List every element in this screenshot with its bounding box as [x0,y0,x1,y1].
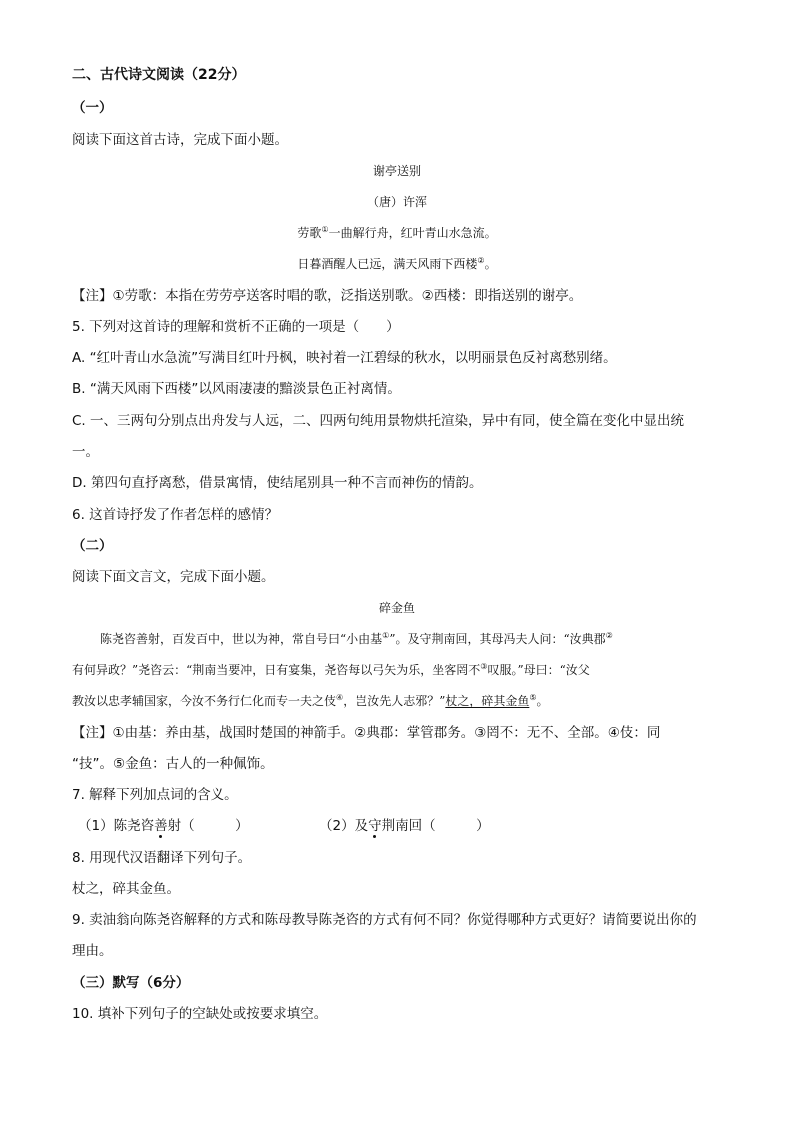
question-7: 7. 解释下列加点词的含义。 [72,787,238,803]
question-9-cont: 理由。 [72,943,113,959]
question-9: 9. 卖油翁向陈尧咨解释的方式和陈母教导陈尧咨的方式有何不同？你觉得哪种方式更好？请简要说出你的 [72,912,697,928]
part1-label: （一） [72,100,113,116]
passage-line-2: 有何异政？”尧咨云：“荆南当要冲，日有宴集，尧咨每以弓矢为乐，坐客罔不③叹服。”母曰：“汝父 [72,662,590,677]
poem-author: （唐）许浑 [366,195,427,209]
option-5b: B. “满天风雨下西楼”以风雨凄凄的黯淡景色正衬离情。 [72,381,401,397]
question-8: 8. 用现代汉语翻译下列句子。 [72,850,252,866]
option-5c-cont: 一。 [72,444,99,460]
passage-line-3: 教汝以忠孝辅国家，今汝不务行仁化而专一夫之伎④，岂汝先人志邪？”杖之，碎其金鱼⑤。 [72,693,549,708]
question-6: 6. 这首诗抒发了作者怎样的感情？ [72,507,279,523]
option-5a: A. “红叶青山水急流”写满目红叶丹枫，映衬着一江碧绿的秋水，以明丽景色反衬离愁别绪。 [72,350,617,366]
underlined-sentence: 杖之，碎其金鱼 [445,694,530,708]
dotted-word: 善 [154,818,168,834]
poem-note: 【注】①劳歌：本指在劳劳亭送客时唱的歌，泛指送别歌。②西楼：即指送别的谢亭。 [72,288,583,304]
part3-heading: （三）默写（6分） [72,975,190,991]
question-7-2: （2）及守荆南回（ ） [319,818,490,834]
dotted-word: 守 [368,818,382,834]
passage-line-1: 陈尧咨善射，百发百中，世以为神，常自号曰“小由基①”。及守荆南回，其母冯夫人问：“汝典郡② [100,631,613,646]
question-5: 5. 下列对这首诗的理解和赏析不正确的一项是（ ） [72,319,400,335]
part2-instruction: 阅读下面文言文，完成下面小题。 [72,569,275,585]
section2-heading: 二、古代诗文阅读（22分） [72,67,246,83]
part2-label: （二） [72,538,113,554]
passage-note-2: “技”。⑤金鱼：古人的一种佩饰。 [72,756,274,772]
question-7-1: （1）陈尧咨善射（ ） [78,818,249,834]
poem-title: 谢亭送别 [372,164,421,178]
question-8-sentence: 杖之，碎其金鱼。 [72,881,180,897]
question-10: 10. 填补下列句子的空缺处或按要求填空。 [72,1006,328,1022]
option-5d: D. 第四句直抒离愁，借景寓情，使结尾别具一种不言而神伤的情韵。 [72,475,483,491]
passage-note-1: 【注】①由基：养由基，战国时楚国的神箭手。②典郡：掌管郡务。③罔不：无不、全部。④伎：同 [72,725,661,741]
option-5c: C. 一、三两句分别点出舟发与人远，二、四两句纯用景物烘托渲染，异中有同，使全篇在变化中显出统 [72,413,685,429]
poem-line-1: 劳歌①一曲解行舟，红叶青山水急流。 [297,225,497,240]
poem-line-2: 日暮酒醒人已远，满天风雨下西楼②。 [297,256,497,271]
part1-instruction: 阅读下面这首古诗，完成下面小题。 [72,132,288,148]
passage-title: 碎金鱼 [378,601,415,615]
